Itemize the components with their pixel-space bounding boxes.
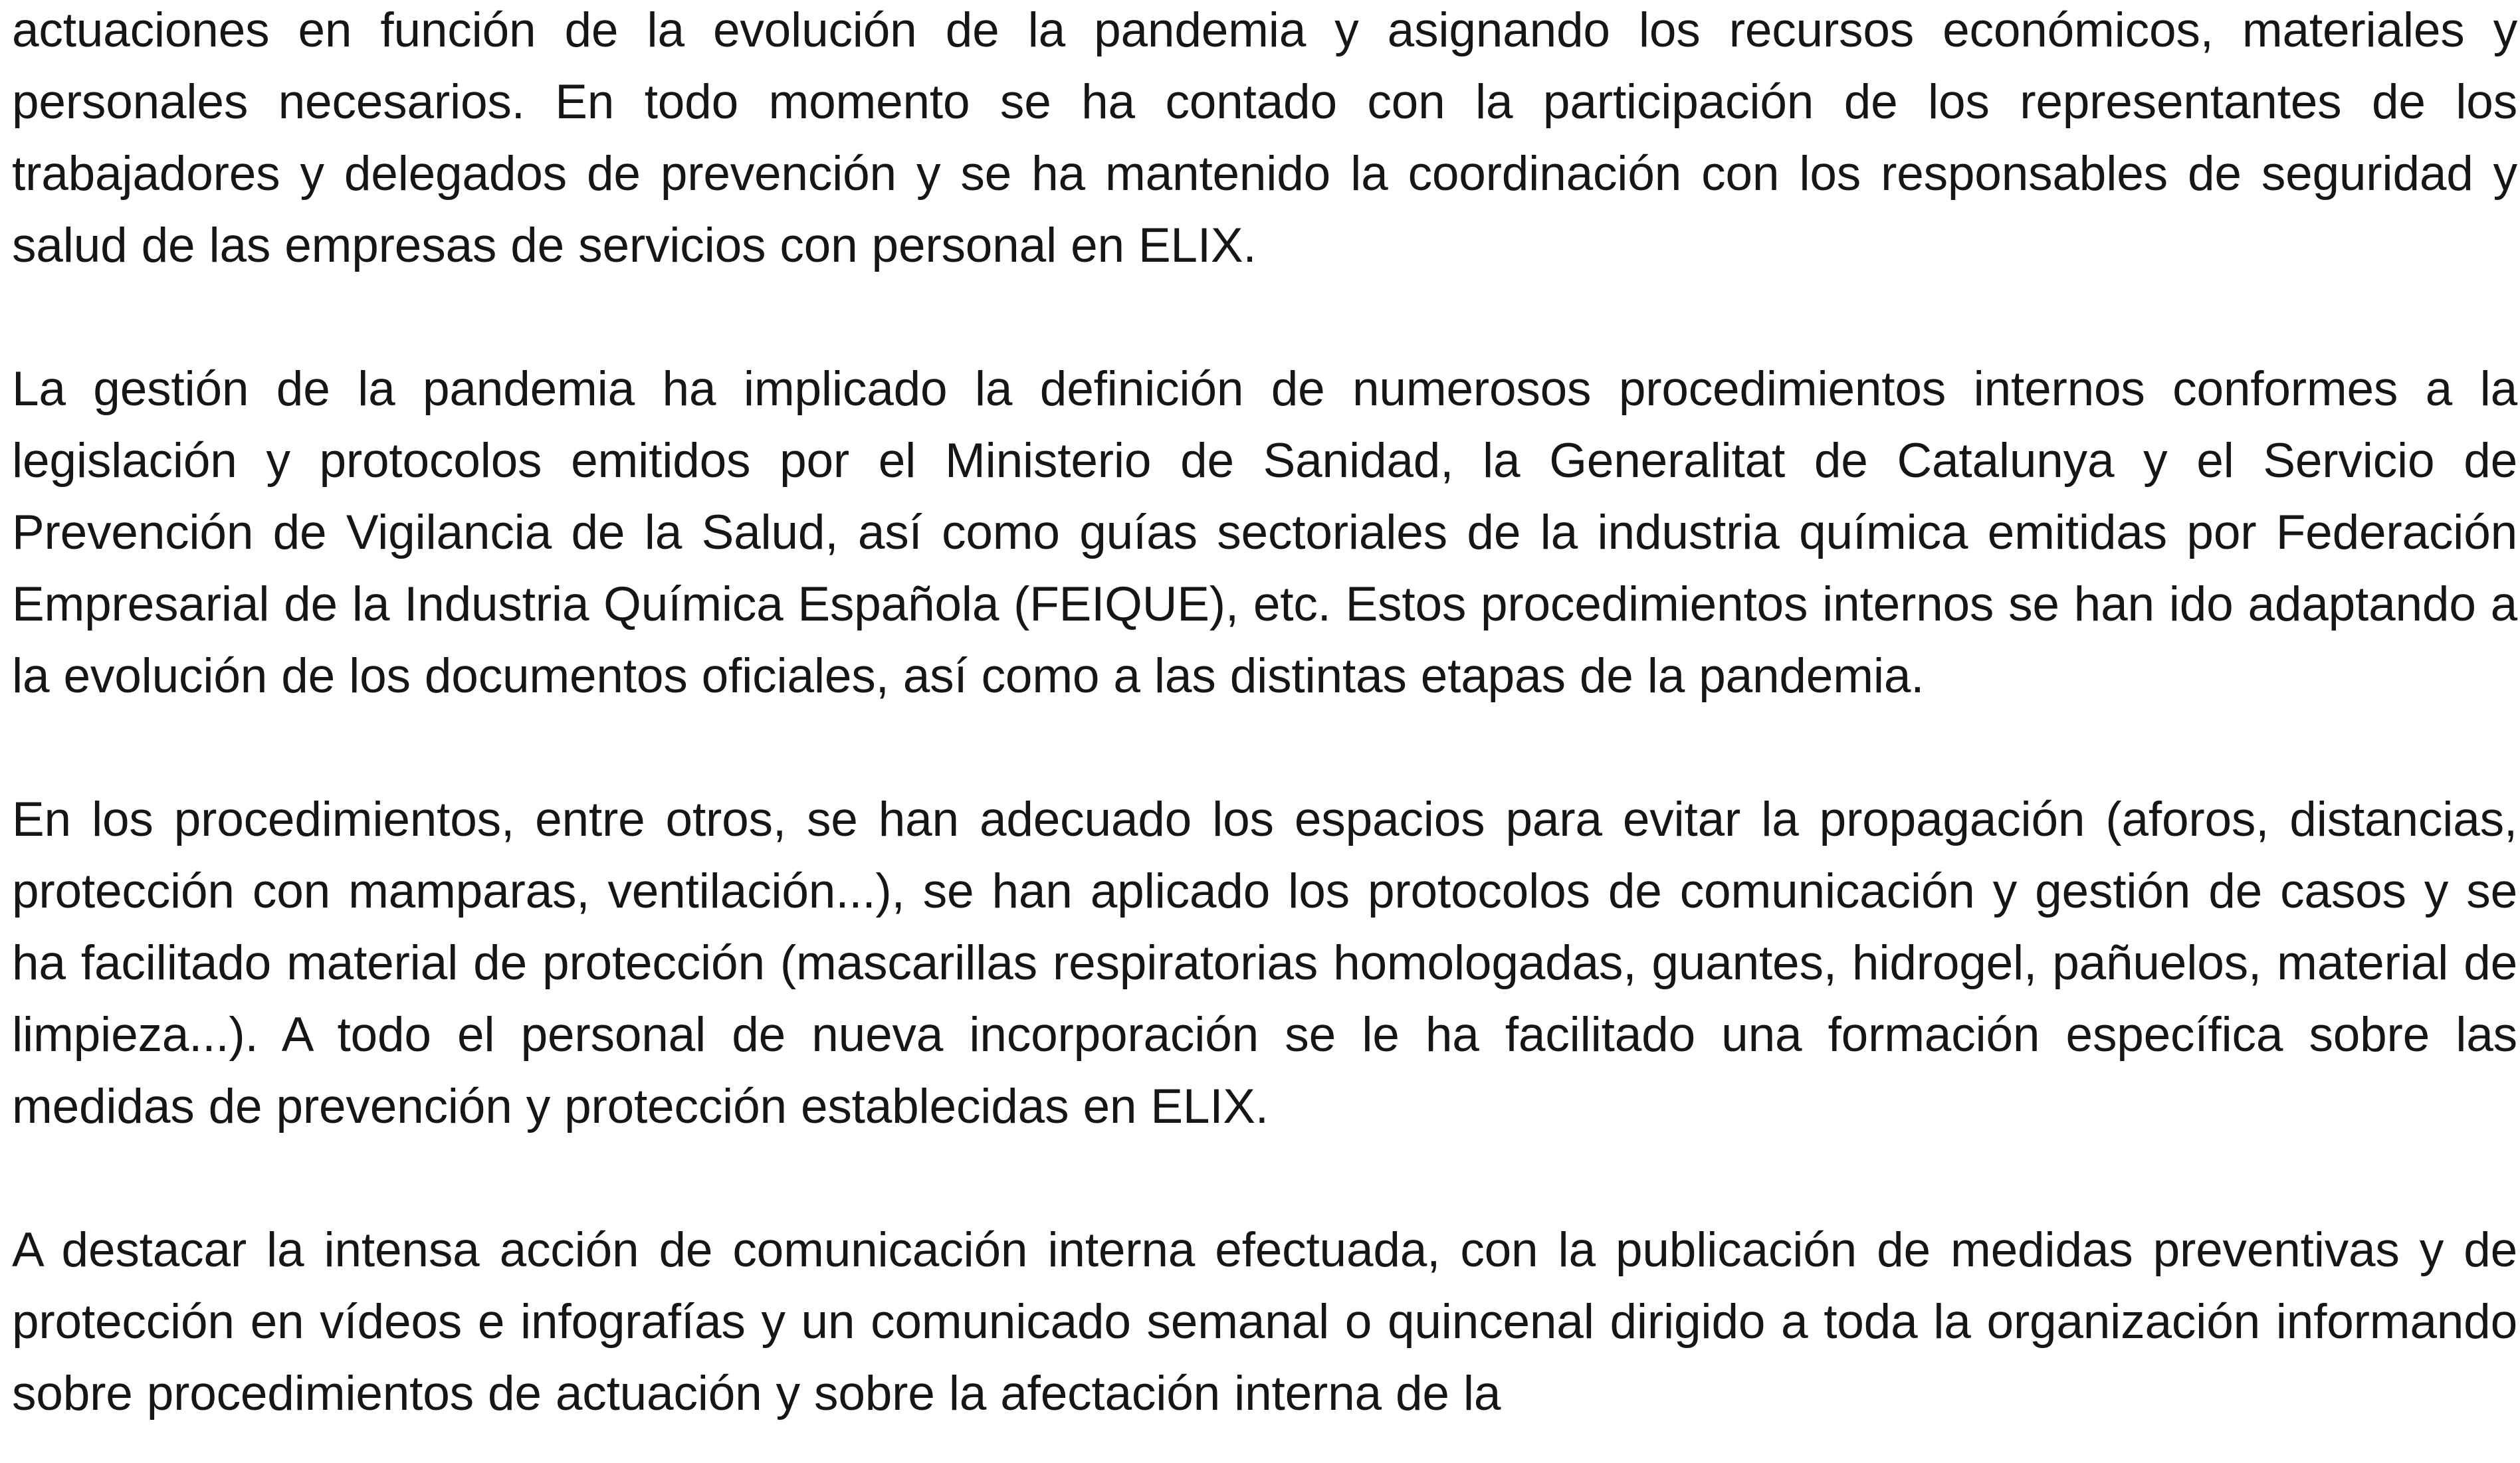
paragraph-prevention-measures: En los procedimientos, entre otros, se han adecuado los espacios para evitar la propagación (aforos, distancias, protección con mamparas, ventilación...), se han aplicado los protocolos de comunicación y gestión de casos y se ha facilitado material de protección (mascarillas respiratorias homologadas, guantes, hidrogel, pañuelos, material de limpieza...). A todo el personal de nueva incorporación se le ha facilitado una formación específica sobre las medidas de prevención y protección establecidas en ELIX.: [12, 793, 2517, 1133]
document-body: [12, 0, 2517, 1463]
paragraph-internal-procedures: La gestión de la pandemia ha implicado la definición de numerosos procedimientos internos conformes a la legislación y protocolos emitidos por el Ministerio de Sanidad, la Generalitat de Catalunya y el Servicio de Prevención de Vigilancia de la Salud, así como guías sectoriales de la industria química emitidas por Federación Empresarial de la Industria Química Española (FEIQUE), etc. Estos procedimientos internos se han ido adaptando a la evolución de los documentos oficiales, así como a las distintas etapas de la pandemia.: [12, 362, 2517, 703]
paragraph-covid-management-intro: actuaciones en función de la evolución de la pandemia y asignando los recursos económicos, materiales y personales necesarios. En todo momento se ha contado con la participación de los representantes de los trabajadores y delegados de prevención y se ha mantenido la coordinación con los responsables de seguridad y salud de las empresas de servicios con personal en ELIX.: [12, 3, 2517, 272]
paragraph-internal-communication: A destacar la intensa acción de comunicación interna efectuada, con la publicación de medidas preventivas y de protección en vídeos e infografías y un comunicado semanal o quincenal dirigido a toda la organización informando sobre procedimientos de actuación y sobre la afectación interna de la: [12, 1223, 2517, 1420]
